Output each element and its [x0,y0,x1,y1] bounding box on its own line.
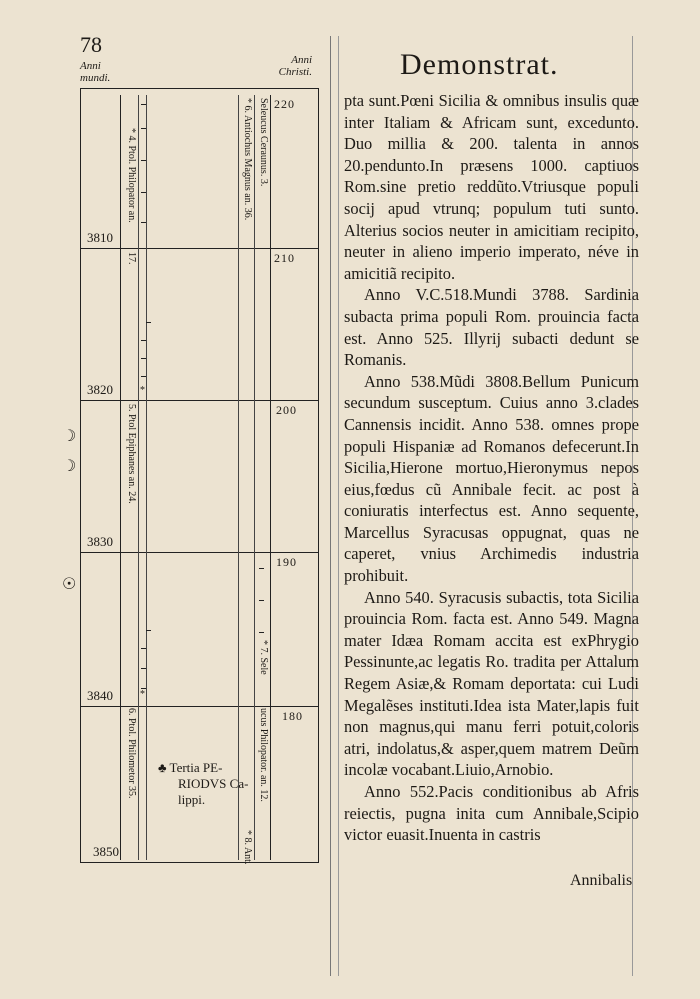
anni-mundi-header [80,60,110,84]
column-divider [330,36,331,976]
header-line: Anni [291,54,312,66]
sun-icon: ☉ [62,576,77,593]
year-tick [141,376,146,377]
year-christi: 220 [274,97,295,111]
year-tick [141,160,146,161]
year-tick [141,192,146,193]
header-line: Anni [80,60,101,72]
year-tick [146,630,151,631]
column-rule [238,95,239,860]
year-tick [141,128,146,129]
year-tick [259,568,264,569]
paragraph: pta sunt.Pœni Sicilia & omnibus insulis quæ inter Italiam & Africam sunt, excedunto. Duo millia & 200. talenta in annos 20.pendunto.In præsens 1000. captiuos Rom.sine pretio reddũto.Vtriusque populi socij apud vtrunq; populum tuti sunto. Alterius socios neuter in amicitiam recipito, neuter in alieno imperio imperato, néve in amicitiã recipito. [344,91,639,283]
label-seleucus-philopator-a: * 7. Sele [258,640,269,675]
year-tick [141,648,146,649]
period-note-text: Tertia PE- [169,760,223,775]
year-tick [141,340,146,341]
label-ptol-epiphanes: 5. Ptol Epiphanes an. 24. [126,404,137,504]
trefoil-icon: ♣ [158,760,170,775]
table-border-top [80,88,319,89]
header-line: mundi. [80,72,111,84]
column-rule [254,95,255,860]
column-rule [138,95,139,860]
year-christi: 180 [282,709,303,723]
page-number: 78 [80,32,102,57]
star-marker: * [140,385,145,396]
year-mundi: 3840 [87,688,113,703]
label-seleucus-ceraunus: Seleucus Ceraunus. 3. [258,98,269,187]
label-seleucus-philopator-b: ucus Philopator. an. 12. [258,708,269,802]
table-border-bottom [80,862,319,863]
year-tick [141,104,146,105]
column-divider [338,36,339,976]
year-mundi: 3830 [87,534,113,549]
decade-rule [80,400,319,401]
anni-christi-header [262,54,312,78]
decade-rule [80,706,319,707]
year-christi: 190 [276,555,297,569]
period-note-line [158,760,248,776]
main-text [344,90,639,846]
header-line: Christi. [278,66,312,78]
crescent-moon-icon: ☽ [62,428,77,445]
year-mundi: 3810 [87,230,113,245]
period-note-line: RIODVS Ca- [178,776,249,791]
period-note-line: lippi. [178,792,206,807]
year-christi: 200 [276,403,297,417]
year-mundi: 3850 [93,844,119,859]
page-title: Demonstrat. [400,48,559,81]
year-tick [141,358,146,359]
paragraph: Anno 538.Mũdi 3808.Bellum Punicum secundum susceptum. Cuius anno 3.clades Cannensis incidit. Anno 538. omnes prope populi Hispaniæ ad Romanos defecerunt.In Sicilia,Hierone mortuo,Hieronymus nepos eius,fœdus cũ Annibale fecit. ac post à coniuratis interfectus est. Anno sequente, Marcellus Syracusas oppugnat, quas ne caperet, vnius Archimedis industria prohibuit. [344,371,639,586]
year-tick [146,322,151,323]
label-ptol-philometor: 6. Ptol. Philometor 35. [126,708,137,799]
year-tick [259,600,264,601]
label-seventeen: 17. [126,252,137,265]
decade-rule [80,248,319,249]
star-marker: * [140,689,145,700]
table-border-right [318,88,319,863]
label-antiochus: * 6. Antiochus Magnus an. 36. [242,98,253,221]
paragraph: Anno V.C.518.Mundi 3788. Sardinia subacta prima populi Rom. prouincia facta est. Anno 525. Illyrij subacti dedunt se Romanis. [344,285,639,370]
label-ant: * 8. Ant. [242,830,253,865]
period-note [158,760,248,808]
year-christi: 210 [274,251,295,265]
year-mundi: 3820 [87,382,113,397]
column-rule [120,95,121,860]
table-border-left [80,88,81,863]
crescent-moon-icon: ☽ [62,458,77,475]
paragraph: Anno 540. Syracusis subactis, tota Sicilia prouincia Rom. facta est. Anno 549. Magna mater Idæa Romam accita est exPhrygio Pessinunte,ac legatis Ro. tradita per Attalum Regem Asiæ,& Romam deportata: cui Ludi Megalẽses instituti.Idea ista Mater,lapis fuit non magnus,qui manu ferri potuit,coloris atri, indolatus,& asper,quem matrem Deũm incolæ vocabant.Liuio,Arnobio. [344,587,639,780]
paragraph: Anno 552.Pacis conditionibus ab Afris reiectis, pugna inita cum Annibale,Scipio victor euasit.Inuenta in castris [344,782,639,845]
label-ptol-philopator: * 4. Ptol. Philopator an. [126,128,137,223]
year-tick [141,668,146,669]
decade-rule [80,552,319,553]
column-rule [146,95,147,860]
column-rule [270,95,271,860]
catchword: Annibalis [570,872,633,889]
year-tick [141,222,146,223]
year-tick [259,632,264,633]
